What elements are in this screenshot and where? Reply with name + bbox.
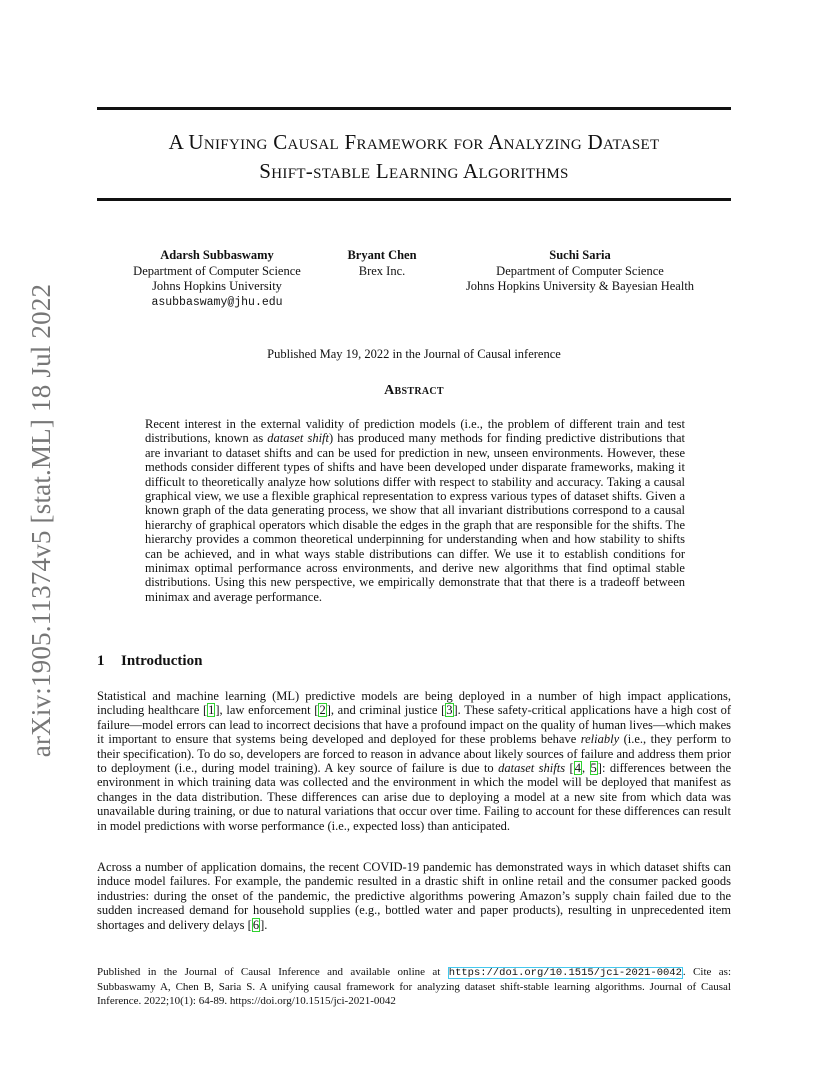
citation-link[interactable]: 2	[319, 703, 326, 718]
author-1-affiliation-2: Johns Hopkins University	[152, 279, 282, 293]
citation-link[interactable]: 3	[446, 703, 453, 718]
arxiv-identifier-stamp	[22, 283, 62, 757]
footnote-text: Published in the Journal of Causal Inference and available online at	[97, 966, 448, 978]
text-run: ], and criminal justice [	[326, 703, 446, 718]
intro-paragraph-1	[97, 689, 731, 833]
text-run: Statistical and machine learning (ML) predictive models are being deployed in a number of high impact applications, including healthcare [	[97, 689, 731, 718]
author-2	[332, 248, 432, 279]
publication-note: Published May 19, 2022 in the Journal of Causal inference	[267, 347, 561, 361]
abstract-heading: Abstract	[384, 383, 444, 398]
author-2-affiliation-1: Brex Inc.	[358, 263, 406, 278]
author-3-affiliation-2: Johns Hopkins University & Bayesian Health	[465, 279, 695, 293]
author-3-name: Suchi Saria	[549, 248, 611, 262]
text-run: ]. These safety-critical applications have a high cost of failure—model errors can lead to incorrect decisions that have a profound impact on the quality of human lives—which makes it important to ensure that systems being developed and deployed for these problems behave	[97, 703, 731, 747]
title-bottom-rule	[97, 198, 731, 201]
abstract-emphasis: dataset shift	[267, 431, 329, 446]
title-top-rule	[97, 107, 731, 110]
section-title: Introduction	[121, 653, 203, 669]
paper-title	[97, 128, 731, 186]
section-number: 1	[97, 653, 105, 669]
author-1-affiliation-1: Department of Computer Science	[133, 263, 301, 278]
emphasis-text: dataset shifts	[498, 761, 566, 776]
author-1	[122, 248, 312, 310]
text-run: Across a number of application domains, the recent COVID-19 pandemic has demonstrated ways in which dataset shifts can induce model failures. For example, the pandemic resulted in a drastic shift in online retail and the consumer packed goods industries: during the onset of the pandemic, the predictive algorithms powering Amazon’s supply chain failed due to the sudden increased demand for household supplies (e.g., bottled water and paper products), resulting in unprecedented item shortages and delivery delays [	[97, 860, 731, 932]
abstract-text-part: ) has produced many methods for finding predictive distributions that are invariant to dataset shifts and can be used for prediction in new, unseen environments. However, these methods consider different types of shifts and have been developed under disparate frameworks, making it difficult to theoretically analyze how solutions differ with respect to stability and accuracy. Taking a causal graphical view, we use a flexible graphical representation to express various types of dataset shifts. Given a known graph of the data generating process, we show that all invariant distributions correspond to a causal hierarchy of graphical operators which disable the edges in the graph that are responsible for the shifts. The hierarchy provides a common theoretical underpinning for understanding when and how stability to shifts can be achieved, and in what ways stable distributions can differ. We use it to establish conditions for minimax optimal performance across environments, and derive new algorithms that find optimal stable distributions. Using this new perspective, we empirically demonstrate that that there is a tradeoff between minimax and average performance.	[145, 431, 685, 604]
text-run: ]: differences between the environment in which training data was collected and the environment in which the model will be deployed that manifest as changes in the data distribution. These differences can arise due to deploying a model at a new site from which data was unavailable during training, or due to natural variations that occur over time. Failing to account for these differences can result in model predictions with worse performance (i.e., expected loss) than anticipated.	[97, 761, 731, 833]
citation-link[interactable]: 6	[252, 917, 260, 932]
citation-link[interactable]: 5	[590, 761, 597, 776]
citation-link[interactable]: 1	[208, 703, 215, 718]
text-run: ,	[581, 761, 590, 776]
author-block	[97, 248, 731, 318]
emphasis-text: reliably	[580, 732, 620, 747]
doi-link[interactable]: https://doi.org/10.1515/jci-2021-0042	[448, 967, 682, 979]
footnote-text: . Cite as: Subbaswamy A, Chen B, Saria S. A unifying causal framework for analyzing dataset shift-stable learning algorithms. Journal of Causal Inference. 2022;10(1): 64-89. https://doi.org/10.1515/jci-2021-0042	[97, 966, 731, 1007]
author-2-name: Bryant Chen	[347, 248, 417, 262]
author-3	[445, 248, 715, 295]
section-heading-introduction	[97, 653, 731, 670]
text-run: ].	[260, 917, 268, 932]
paper-title-line-1: A Unifying Causal Framework for Analyzing Dataset	[168, 130, 660, 154]
arxiv-identifier-text: arXiv:1905.11374v5 [stat.ML] 18 Jul 2022	[26, 283, 57, 757]
author-1-email[interactable]: asubbaswamy@jhu.edu	[151, 295, 283, 309]
abstract-text-part: Recent interest in the external validity of prediction models (i.e., the problem of different train and test distributions, known as	[145, 417, 685, 446]
text-run: ], law enforcement [	[215, 703, 319, 718]
author-3-affiliation-1: Department of Computer Science	[496, 263, 664, 278]
text-run: (i.e., they perform to their specification). To do so, developers are forced to reason in advance about likely sources of failure and address them prior to deployment (i.e., during model training). A key source of failure is due to	[97, 732, 732, 776]
paper-title-line-2: Shift-stable Learning Algorithms	[259, 159, 569, 183]
text-run: [	[565, 761, 574, 776]
footnote	[97, 965, 731, 1008]
abstract-text	[145, 417, 685, 604]
citation-link[interactable]: 4	[574, 761, 581, 776]
author-1-name: Adarsh Subbaswamy	[160, 248, 274, 262]
intro-paragraph-2	[97, 860, 731, 932]
